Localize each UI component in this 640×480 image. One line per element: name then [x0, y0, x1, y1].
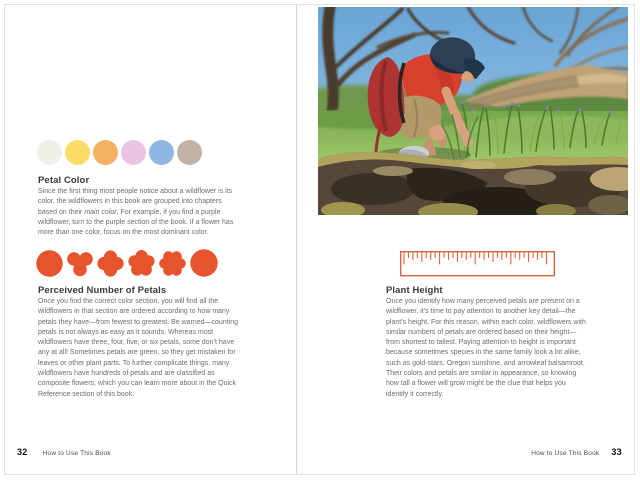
left-running-title: How to Use This Book [42, 450, 111, 457]
petal-color-text-italic: main color [84, 208, 117, 216]
petal-color-text-2: . For example, if you find a purple wildflower, turn to the purple section of the book. If a flower has more than one color, focus on the most dominant color. [38, 208, 234, 237]
petal-color-paragraph [38, 187, 240, 238]
three-petal-flower-icon [67, 250, 93, 277]
field-photo [318, 7, 628, 215]
solid-circle-icon [190, 249, 218, 277]
five-petal-flower-icon [128, 250, 155, 277]
petal-count-icons [36, 249, 218, 277]
swatch-pink [121, 140, 146, 165]
swatch-taupe [177, 140, 202, 165]
petal-color-heading: Petal Color [38, 175, 90, 186]
four-petal-flower-icon [97, 250, 124, 277]
swatch-orange [93, 140, 118, 165]
plant-height-paragraph: Once you identify how many perceived petals are present on a wildflower, it’s time to pay attention to another key detail—the plant’s height. For this reason, within each color, wildflowers with similar numbers of petals are ordered based on their height—from shortest to tallest. Paying attention to height is important because sometimes species in the same family look a lot alike, such as gold-stars, Oregon sunshine, and arrowleaf balsamroot. Their colors and petals are similar in appearance, so knowing how tall a flower will grow might be the clue that helps you identify it correctly. [386, 298, 586, 398]
swatch-blue [149, 140, 174, 165]
petal-color-swatches [37, 140, 202, 165]
left-footer [17, 447, 111, 457]
solid-circle-icon [36, 250, 63, 277]
page-gutter [296, 5, 297, 475]
petal-color-text-1: Since the first thing most people notice about a wildflower is its color, the wildflowers in this book are grouped into chapters based on their [38, 188, 233, 216]
swatch-pale-green [37, 140, 62, 165]
plant-height-heading: Plant Height [386, 285, 443, 296]
right-page-number: 33 [611, 447, 622, 457]
six-petal-flower-icon [159, 250, 186, 277]
swatch-yellow [65, 140, 90, 165]
petal-count-paragraph: Once you find the correct color section, you will find all the wildflowers in that section are ordered according to how many petals they have—from fewest to greatest. Be warned—counting petals is not always as easy as it sounds. Whereas most wildflowers have three, four, five, or six petals, some don’t have any at all! Sometimes petals are green, so they get mistaken for leaves or other plant parts. To further complicate things, many wildflowers have hundreds of petals and are classified as composite flowers, which you can learn more about in the Quick Reference section of this book. [38, 298, 238, 398]
left-page-number: 32 [17, 447, 28, 457]
right-footer [531, 447, 622, 457]
ruler-illustration [400, 251, 555, 282]
petal-count-heading: Perceived Number of Petals [38, 285, 167, 296]
right-running-title: How to Use This Book [531, 450, 600, 457]
